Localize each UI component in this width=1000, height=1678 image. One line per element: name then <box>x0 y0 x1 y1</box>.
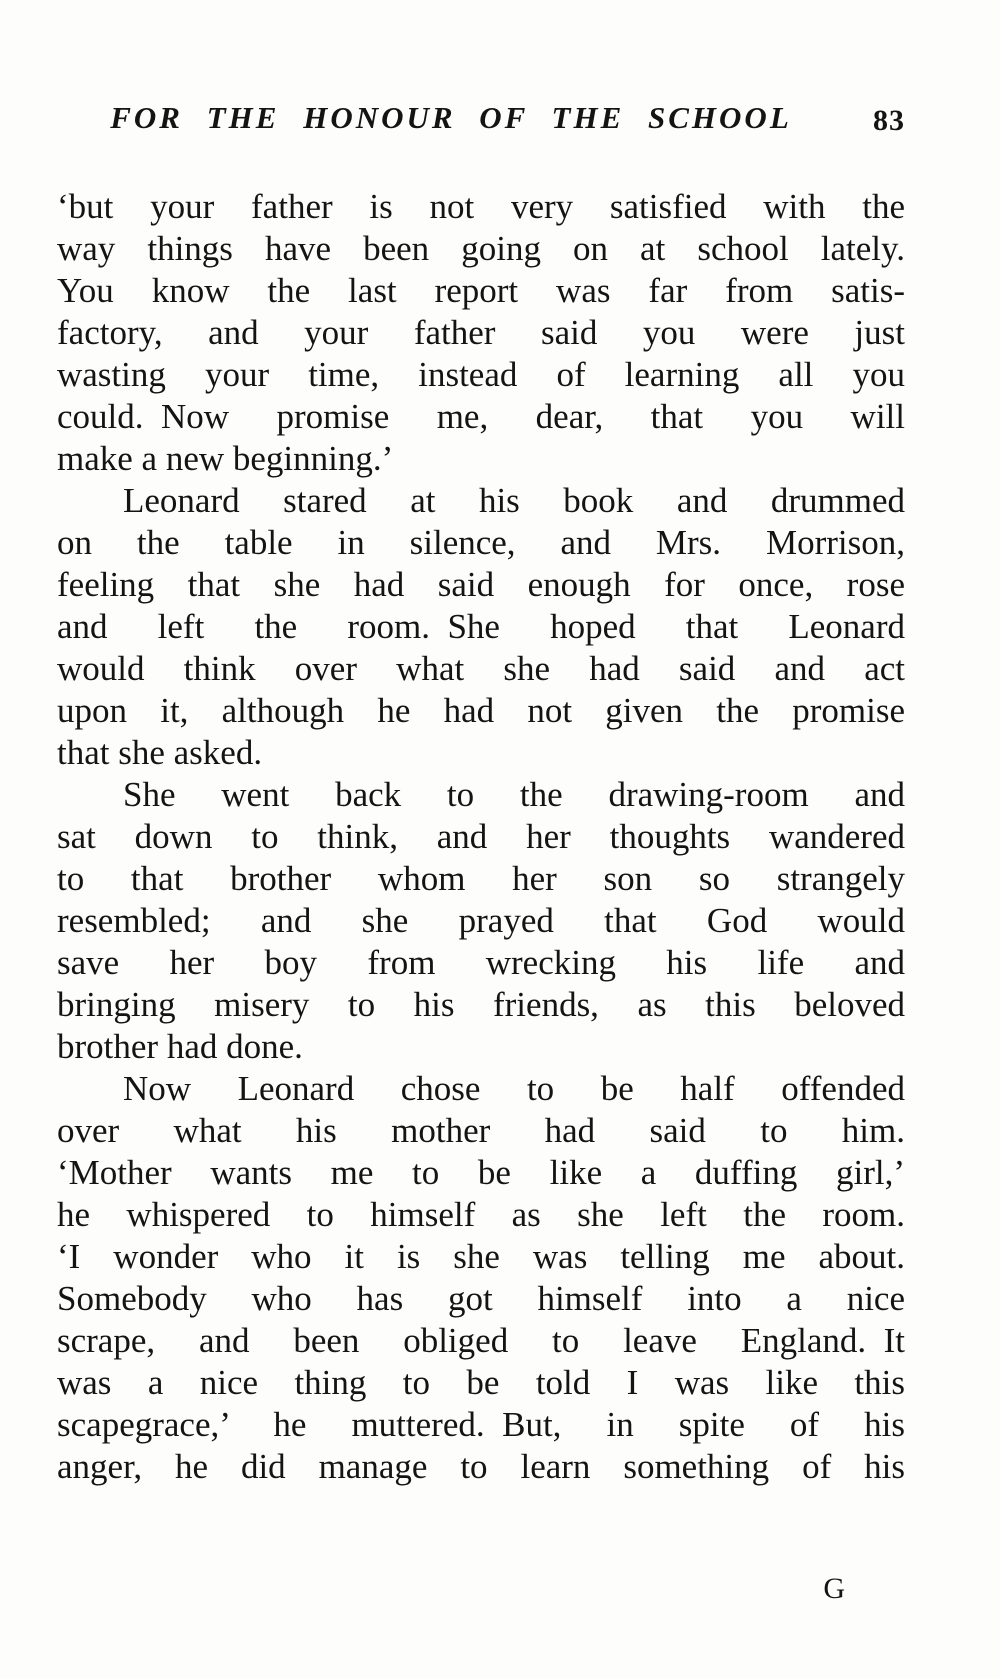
text-line: ‘Mother wants me to be like a duffing girl,’ <box>57 1153 905 1192</box>
text-line: upon it, although he had not given the promise <box>57 691 905 730</box>
text-line: You know the last report was far from satis- <box>57 271 905 310</box>
text-line: factory, and your father said you were just <box>57 313 905 352</box>
text-line: brother had done. <box>57 1027 303 1066</box>
page-number: 83 <box>873 104 905 137</box>
text-line: Now Leonard chose to be half offended <box>123 1069 905 1108</box>
text-line: to that brother whom her son so strangely <box>57 859 905 898</box>
text-line: would think over what she had said and act <box>57 649 905 688</box>
text-line: over what his mother had said to him. <box>57 1111 905 1150</box>
text-line: bringing misery to his friends, as this beloved <box>57 985 905 1024</box>
body-text <box>57 186 905 1488</box>
running-head <box>57 100 905 156</box>
text-line: was a nice thing to be told I was like this <box>57 1363 905 1402</box>
text-line: anger, he did manage to learn something of his <box>57 1447 905 1486</box>
text-line: he whispered to himself as she left the room. <box>57 1195 905 1234</box>
running-head-title: FOR THE HONOUR OF THE SCHOOL <box>110 100 792 135</box>
text-line: way things have been going on at school lately. <box>57 229 905 268</box>
text-line: save her boy from wrecking his life and <box>57 943 905 982</box>
text-line: feeling that she had said enough for once, rose <box>57 565 905 604</box>
text-line: that she asked. <box>57 733 263 772</box>
text-line: Leonard stared at his book and drummed <box>123 481 905 520</box>
text-line: resembled; and she prayed that God would <box>57 901 905 940</box>
text-line: ‘but your father is not very satisfied with the <box>57 187 905 226</box>
page-content <box>57 100 905 1606</box>
text-line: could. Now promise me, dear, that you will <box>57 397 905 436</box>
text-line: Somebody who has got himself into a nice <box>57 1279 905 1318</box>
printer-signature-mark: G <box>823 1572 845 1605</box>
text-line: on the table in silence, and Mrs. Morrison, <box>57 523 905 562</box>
text-line: scrape, and been obliged to leave England. It <box>57 1321 905 1360</box>
text-line: sat down to think, and her thoughts wandered <box>57 817 905 856</box>
text-line: ‘I wonder who it is she was telling me about. <box>57 1237 905 1276</box>
text-line: wasting your time, instead of learning all you <box>57 355 905 394</box>
text-line: make a new beginning.’ <box>57 439 394 478</box>
text-line: She went back to the drawing-room and <box>123 775 905 814</box>
text-line: scapegrace,’ he muttered. But, in spite of his <box>57 1405 905 1444</box>
text-line: and left the room. She hoped that Leonard <box>57 607 905 646</box>
